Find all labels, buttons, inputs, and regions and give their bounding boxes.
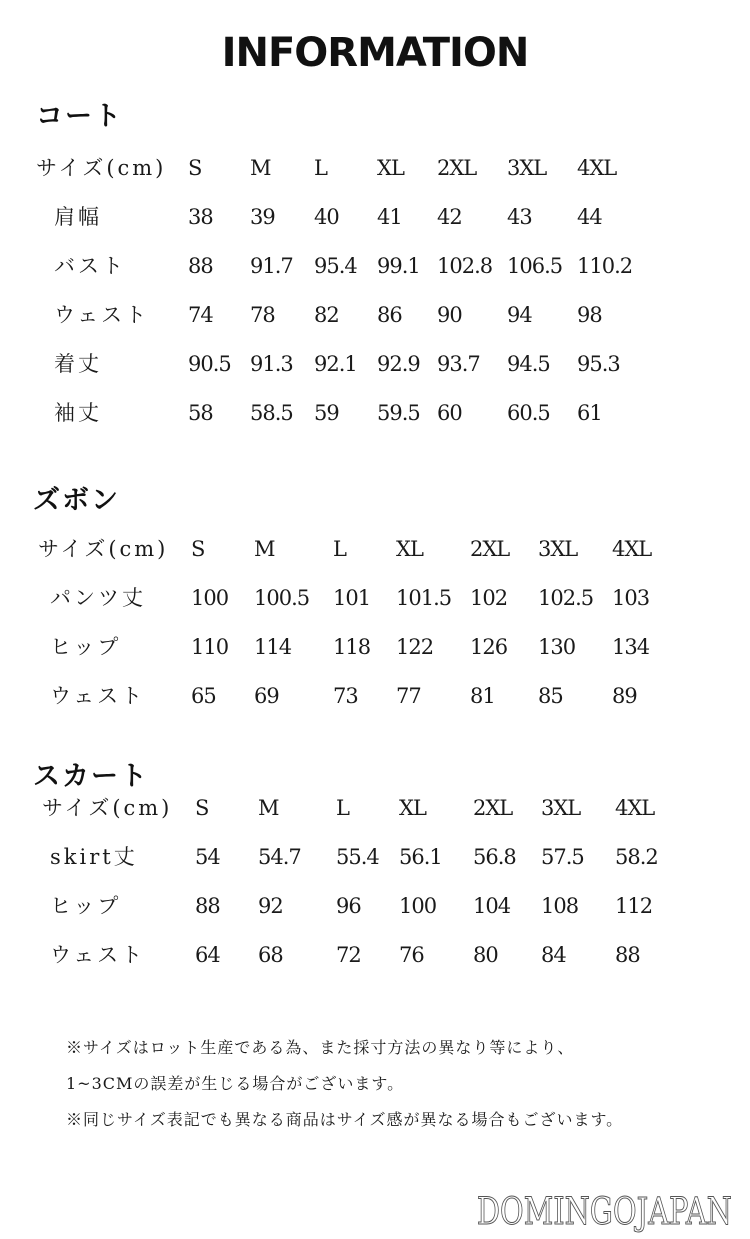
size-column-header: 2XL [470,537,510,561]
measurement-value: 74 [188,303,213,327]
measurement-value: 90.5 [188,352,231,376]
size-column-header: M [254,537,275,561]
measurement-value: 94 [507,303,532,327]
page-title: INFORMATION [221,30,529,76]
size-column-header: 4XL [615,796,655,820]
size-header-row [0,152,750,184]
size-column-header: L [336,796,349,820]
measurement-label: 着丈 [54,352,102,376]
measurement-value: 38 [188,205,213,229]
measurement-value: 60 [437,401,462,425]
measurement-value: 78 [250,303,275,327]
size-column-header: 4XL [577,156,617,180]
measurement-value: 88 [188,254,213,278]
size-column-header: XL [399,796,426,820]
measurement-value: 114 [254,635,292,659]
measurement-label: バスト [54,254,126,278]
measurement-value: 126 [470,635,508,659]
size-column-header: L [314,156,327,180]
measurement-value: 77 [396,684,421,708]
measurement-value: 54.7 [258,845,301,869]
note-line: 1~3CMの誤差が生じる場合がございます。 [66,1074,405,1093]
measurement-value: 43 [507,205,532,229]
measurement-value: 100 [191,586,229,610]
measurement-value: 84 [541,943,566,967]
measurement-value: 101.5 [396,586,452,610]
measurement-label: ウェスト [50,684,146,708]
measurement-value: 104 [473,894,511,918]
measurement-value: 60.5 [507,401,550,425]
measurement-label: ウェスト [50,943,146,967]
size-column-header: 3XL [538,537,578,561]
measurement-value: 85 [538,684,563,708]
measurement-value: 44 [577,205,602,229]
measurement-value: 61 [577,401,602,425]
size-column-header: M [258,796,279,820]
measurement-value: 81 [470,684,495,708]
measurement-value: 100.5 [254,586,310,610]
measurement-value: 122 [396,635,434,659]
size-column-header: XL [396,537,423,561]
table-row [0,939,750,971]
size-header-row [0,533,750,565]
size-column-header: L [333,537,346,561]
measurement-value: 102 [470,586,508,610]
measurement-label: 肩幅 [54,205,102,229]
measurement-value: 55.4 [336,845,379,869]
measurement-value: 57.5 [541,845,584,869]
measurement-value: 100 [399,894,437,918]
measurement-value: 110.2 [577,254,633,278]
brand-logo: DOMINGOJAPAN [477,1190,732,1233]
table-row [0,348,750,380]
measurement-value: 89 [612,684,637,708]
measurement-value: 58.5 [250,401,293,425]
size-column-header: 2XL [473,796,513,820]
measurement-label: パンツ丈 [50,586,146,610]
measurement-value: 108 [541,894,579,918]
measurement-value: 56.8 [473,845,516,869]
size-header-label: サイズ(cm) [38,537,169,561]
size-column-header: 3XL [507,156,547,180]
measurement-value: 95.3 [577,352,620,376]
measurement-value: 101 [333,586,371,610]
size-column-header: S [188,156,202,180]
table-row [0,841,750,873]
measurement-value: 95.4 [314,254,357,278]
notes [66,1030,623,1138]
measurement-value: 68 [258,943,283,967]
table-row [0,201,750,233]
measurement-value: 58.2 [615,845,658,869]
measurement-value: 64 [195,943,220,967]
size-column-header: S [191,537,205,561]
note-line: ※サイズはロット生産である為、また採寸方法の異なり等により、 [66,1038,575,1057]
table-row [0,397,750,429]
measurement-value: 69 [254,684,279,708]
size-header-row [0,792,750,824]
measurement-value: 96 [336,894,361,918]
measurement-value: 58 [188,401,213,425]
measurement-label: ヒップ [50,635,122,659]
size-column-header: M [250,156,271,180]
measurement-value: 56.1 [399,845,442,869]
table-row [0,582,750,614]
table-row [0,890,750,922]
size-column-header: XL [377,156,404,180]
measurement-value: 98 [577,303,602,327]
size-column-header: 4XL [612,537,652,561]
measurement-value: 39 [250,205,275,229]
size-header-label: サイズ(cm) [36,156,167,180]
measurement-value: 92.1 [314,352,357,376]
measurement-value: 54 [195,845,220,869]
measurement-value: 65 [191,684,216,708]
measurement-value: 59 [314,401,339,425]
measurement-value: 41 [377,205,402,229]
table-row [0,631,750,663]
size-header-label: サイズ(cm) [42,796,173,820]
measurement-value: 94.5 [507,352,550,376]
measurement-value: 90 [437,303,462,327]
measurement-value: 92 [258,894,283,918]
measurement-label: 袖丈 [54,401,102,425]
measurement-value: 102.8 [437,254,493,278]
measurement-value: 42 [437,205,462,229]
size-column-header: S [195,796,209,820]
table-row [0,299,750,331]
measurement-value: 91.3 [250,352,293,376]
measurement-value: 118 [333,635,371,659]
skirt-heading: スカート [33,761,149,792]
measurement-value: 88 [615,943,640,967]
note-line: ※同じサイズ表記でも異なる商品はサイズ感が異なる場合もございます。 [66,1110,624,1129]
measurement-value: 93.7 [437,352,480,376]
measurement-label: ウェスト [54,303,150,327]
measurement-value: 88 [195,894,220,918]
measurement-value: 99.1 [377,254,420,278]
measurement-value: 72 [336,943,361,967]
measurement-value: 91.7 [250,254,293,278]
table-row [0,680,750,712]
size-column-header: 2XL [437,156,477,180]
measurement-value: 102.5 [538,586,594,610]
measurement-value: 103 [612,586,650,610]
measurement-value: 130 [538,635,576,659]
measurement-value: 106.5 [507,254,563,278]
measurement-value: 76 [399,943,424,967]
pants-heading: ズボン [33,485,120,516]
measurement-value: 110 [191,635,229,659]
measurement-value: 40 [314,205,339,229]
measurement-label: ヒップ [50,894,122,918]
measurement-label: skirt丈 [50,845,138,869]
measurement-value: 134 [612,635,650,659]
measurement-value: 59.5 [377,401,420,425]
measurement-value: 80 [473,943,498,967]
coat-heading: コート [36,101,123,132]
table-row [0,250,750,282]
measurement-value: 112 [615,894,653,918]
size-column-header: 3XL [541,796,581,820]
measurement-value: 92.9 [377,352,420,376]
measurement-value: 86 [377,303,402,327]
measurement-value: 82 [314,303,339,327]
measurement-value: 73 [333,684,358,708]
